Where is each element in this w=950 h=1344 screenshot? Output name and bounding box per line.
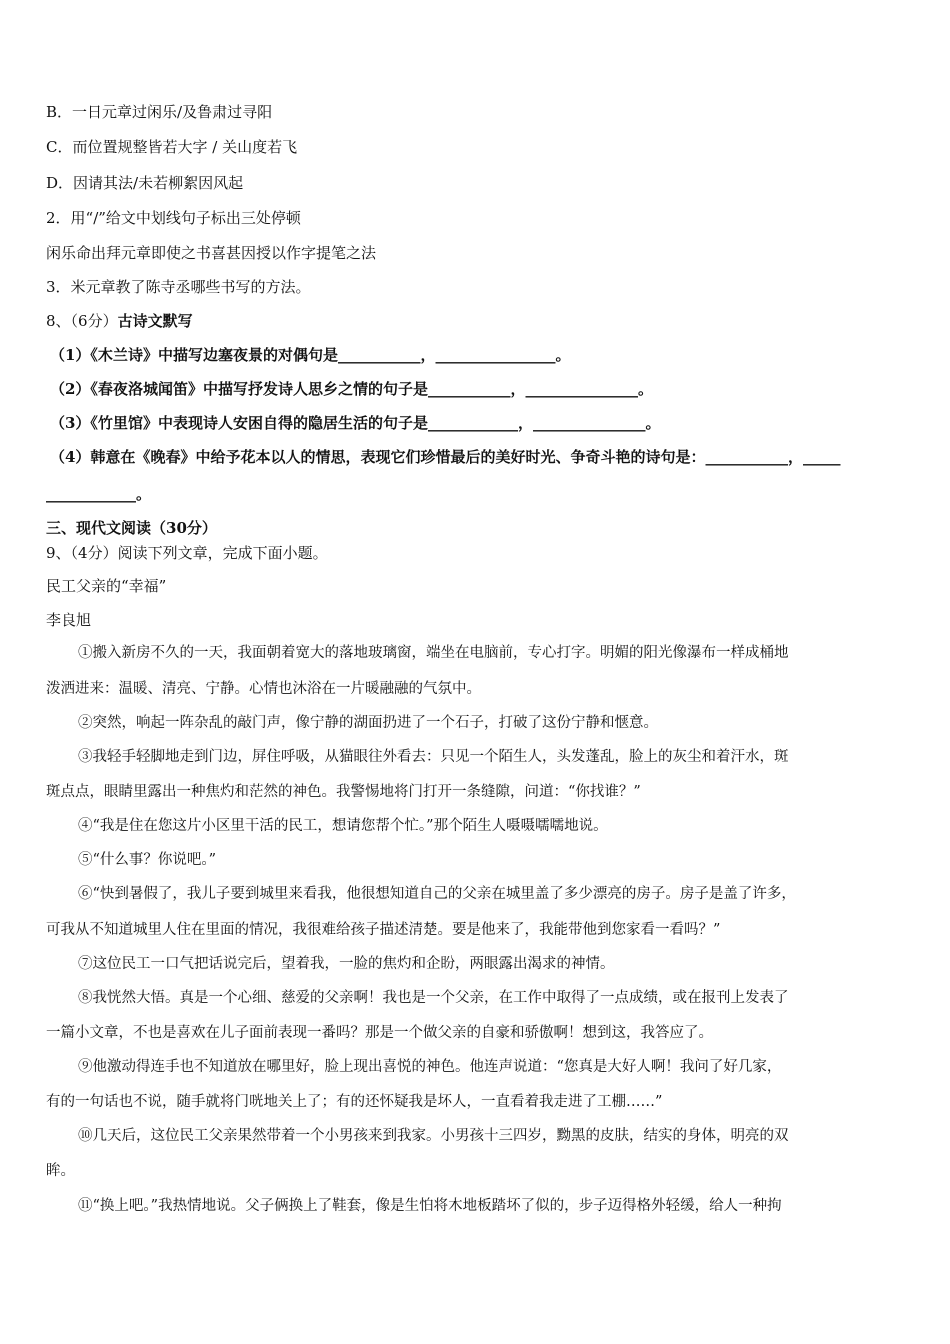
question-8-title: 古诗文默写 (117, 312, 193, 330)
question-8-item-4: （4）韩意在《晚春》中给予花本以人的情思，表现它们珍惜最后的美好时光、争奇斗艳的诗句是：___________，_____ (50, 448, 841, 466)
question-8-item-4-continued: ____________。 (46, 485, 152, 503)
option-d: D．因请其法/未若柳絮因风起 (46, 174, 244, 192)
question-3-prompt: 3．米元章教了陈寺丞哪些书写的方法。 (46, 278, 311, 296)
paragraph-8-line-2: 一篇小文章，不也是喜欢在儿子面前表现一番吗？那是一个做父亲的自豪和骄傲啊！想到这，我答应了。 (46, 1025, 713, 1041)
question-8-number: 8、 (46, 312, 71, 330)
paragraph-9-line-1: ⑨他激动得连手也不知道放在哪里好，脸上现出喜悦的神色。他连声说道：“您真是大好人啊！我问了好几家， (78, 1059, 782, 1075)
paragraph-3-line-2: 斑点点，眼睛里露出一种焦灼和茫然的神色。我警惕地将门打开一条缝隙，问道：“你找谁？” (46, 784, 641, 800)
paragraph-1-line-1: ①搬入新房不久的一天，我面朝着宽大的落地玻璃窗，端坐在电脑前，专心打字。明媚的阳光像瀑布一样成桶地 (78, 645, 789, 661)
paragraph-9-line-2: 有的一句话也不说，随手就将门咣地关上了；有的还怀疑我是坏人，一直看着我走进了工棚……” (46, 1094, 663, 1110)
paragraph-10-line-1: ⑩几天后，这位民工父亲果然带着一个小男孩来到我家。小男孩十三四岁，黝黑的皮肤，结实的身体，明亮的双 (78, 1128, 789, 1144)
paragraph-6-line-1: ⑥“快到暑假了，我儿子要到城里来看我，他很想知道自己的父亲在城里盖了多少漂亮的房子。房子是盖了许多， (78, 886, 796, 902)
paragraph-11: ⑪“换上吧。”我热情地说。父子俩换上了鞋套，像是生怕将木地板踏坏了似的，步子迈得格外轻缓，给人一种拘 (78, 1198, 782, 1214)
paragraph-2: ②突然，响起一阵杂乱的敲门声，像宁静的湖面扔进了一个石子，打破了这份宁静和惬意。 (78, 715, 658, 731)
question-9-instruction: 9、（4分）阅读下列文章，完成下面小题。 (46, 544, 328, 562)
paragraph-3-line-1: ③我轻手轻脚地走到门边，屏住呼吸，从猫眼往外看去：只见一个陌生人，头发蓬乱，脸上的灰尘和着汗水，斑 (78, 749, 789, 765)
question-8-item-1: （1）《木兰诗》中描写边塞夜景的对偶句是___________，________________。 (50, 346, 571, 364)
paragraph-7: ⑦这位民工一口气把话说完后，望着我，一脸的焦灼和企盼，两眼露出渴求的神情。 (78, 956, 615, 972)
paragraph-1-line-2: 泼洒进来：温暖、清亮、宁静。心情也沐浴在一片暖融融的气氛中。 (46, 681, 481, 697)
paragraph-6-line-2: 可我从不知道城里人住在里面的情况，我很难给孩子描述清楚。要是他来了，我能带他到您家看一看吗？” (46, 922, 721, 938)
paragraph-5: ⑤“什么事？你说吧。” (78, 852, 217, 868)
paragraph-10-line-2: 眸。 (46, 1163, 75, 1179)
article-title: 民工父亲的“幸福” (46, 577, 167, 595)
question-8-item-2: （2）《春夜洛城闻笛》中描写抒发诗人思乡之情的句子是___________，_______________。 (50, 380, 653, 398)
article-author: 李良旭 (46, 611, 92, 629)
question-8-score: （6分） (70, 312, 118, 330)
option-c: C．而位置规整皆若大字 / 关山度若飞 (46, 138, 298, 156)
option-b: B．一日元章过闲乐/及鲁肃过寻阳 (46, 103, 273, 121)
paragraph-4: ④“我是住在您这片小区里干活的民工，想请您帮个忙。”那个陌生人嗫嗫嚅嚅地说。 (78, 818, 608, 834)
question-8-heading (46, 311, 912, 331)
question-8-item-3: （3）《竹里馆》中表现诗人安困自得的隐居生活的句子是____________，_______________。 (50, 414, 661, 432)
section-3-heading: 三、现代文阅读（30分） (46, 519, 217, 537)
question-2-prompt: 2．用“/”给文中划线句子标出三处停顿 (46, 209, 301, 227)
paragraph-8-line-1: ⑧我恍然大悟。真是一个心细、慈爱的父亲啊！我也是一个父亲，在工作中取得了一点成绩，或在报刊上发表了 (78, 990, 789, 1006)
question-2-sentence: 闲乐命出拜元章即使之书喜甚因授以作字提笔之法 (46, 244, 377, 262)
